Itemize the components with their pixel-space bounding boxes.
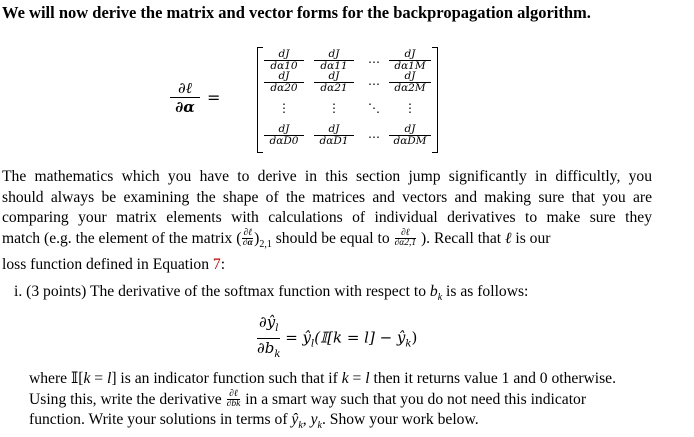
text-run: function. Write your solutions in terms of [29, 411, 292, 428]
text-run: ] is an indicator function such that if [111, 370, 342, 387]
text-run: then it returns value 1 and 0 otherwise. [369, 370, 616, 387]
item-marker: i. [14, 283, 23, 300]
paragraph-line: The mathematics which you have to derive in this section jump significantly in difficultly, you [2, 168, 652, 185]
math-var: ŷ [291, 411, 299, 428]
math-var: l [107, 370, 112, 387]
matrix-cell [264, 71, 304, 94]
lhs-denominator: ∂α [175, 98, 195, 116]
fraction-denominator: ∂α2,1 [394, 238, 417, 249]
equals-sign: = [207, 88, 221, 107]
lhs-numerator: ∂ℓ [170, 79, 200, 98]
math-var: k [341, 370, 349, 387]
cell-denominator: dαD0 [269, 135, 299, 147]
rhs-subscript: k [405, 338, 412, 350]
cell-numerator: dJ [389, 71, 431, 83]
points-label: (3 points) [26, 283, 87, 300]
text-run: ) [254, 229, 260, 247]
right-bracket [432, 47, 438, 153]
text-run: where 𝕀[ [29, 370, 84, 387]
cell-numerator: dJ [389, 49, 431, 61]
matrix-cell [264, 49, 304, 72]
col-vdots: ⋮ [278, 101, 290, 115]
matrix-cell [389, 49, 431, 72]
matrix-cell [314, 124, 354, 147]
text-run: = [348, 370, 366, 387]
equation-rhs-end: ) [411, 328, 418, 347]
paragraph-line-with-math [29, 390, 651, 411]
cell-numerator: dJ [314, 49, 354, 61]
cell-denominator: dα1M [394, 60, 426, 72]
fraction-numerator: ∂ℓ [243, 228, 253, 239]
col-vdots: ⋮ [328, 101, 340, 115]
cell-numerator: dJ [314, 124, 354, 136]
fraction-numerator: ∂ℓ [395, 229, 417, 239]
paragraph-line-with-ref [2, 255, 652, 276]
subscript: 2,1 [259, 238, 272, 250]
cell-denominator: dαD1 [319, 135, 349, 147]
matrix-cell [314, 49, 354, 72]
col-vdots: ⋮ [404, 101, 416, 115]
row-hdots: ⋯ [368, 130, 380, 144]
cell-denominator: dα11 [320, 60, 348, 72]
subscript: k [298, 420, 303, 432]
cell-numerator: dJ [264, 71, 304, 83]
cell-numerator: dJ [389, 124, 431, 136]
denominator-text: ∂b [257, 339, 275, 357]
paragraph-line-with-math [29, 410, 651, 437]
rhs-subscript: l [311, 338, 315, 350]
cell-numerator: dJ [264, 124, 304, 136]
paragraph-line-with-math [2, 229, 652, 256]
fraction-numerator [257, 313, 280, 339]
math-var: k [83, 370, 91, 387]
softmax-derivative-equation [257, 313, 417, 364]
matrix-cell [389, 124, 431, 147]
variable-subscript: k [437, 292, 443, 304]
text-run: . Show your work below. [321, 411, 479, 428]
equation-rhs-rest: (𝕀[k = l] − ŷ [314, 328, 406, 347]
text-run: is our [511, 229, 551, 247]
paragraph-line: should always be examining the shape of the matrices and vectors and making sure that you are [2, 188, 652, 206]
denominator-subscript: k [274, 349, 281, 360]
variable-b: b [429, 283, 438, 300]
math-var: l [365, 370, 370, 387]
equation-reference-link[interactable]: 7 [212, 256, 221, 274]
explanation-paragraph [2, 167, 652, 276]
text-run: loss function defined in Equation [2, 256, 213, 274]
cell-numerator: dJ [264, 49, 304, 61]
left-bracket [257, 47, 263, 153]
matrix-cell [264, 124, 304, 147]
derivative-fraction [257, 313, 280, 364]
question-text: is as follows: [442, 283, 529, 300]
ell-symbol: ℓ [504, 229, 512, 247]
fraction-denominator [257, 339, 280, 364]
numerator-text: ∂ŷ [259, 313, 276, 331]
matrix-cell [314, 71, 354, 94]
text-run: should be equal to [271, 229, 394, 247]
cell-numerator: dJ [314, 71, 354, 83]
paragraph-line: comparing your matrix elements with calculations of individual derivatives to make sure they [2, 209, 652, 226]
text-run: in a smart way such that you do not need this indicator [241, 390, 587, 408]
text-run: , [302, 411, 311, 428]
fraction-denominator: ∂α [242, 238, 253, 249]
row-hdots: ⋯ [368, 77, 380, 91]
cell-denominator: dα2M [394, 82, 426, 94]
matrix-cell [389, 71, 431, 94]
numerator-subscript: l [275, 323, 279, 334]
diag-ddots: ⋱ [368, 101, 380, 115]
fraction-numerator: ∂ℓ [227, 390, 241, 400]
text-run: : [220, 256, 226, 274]
subscript: k [317, 420, 322, 432]
inline-fraction [242, 229, 253, 248]
cell-denominator: dα21 [320, 82, 348, 94]
question-text: The derivative of the softmax function with respect to [86, 283, 430, 300]
indicator-paragraph [29, 369, 651, 437]
equation-rhs: = ŷ [280, 328, 312, 347]
text-run: Using this, write the derivative [29, 390, 226, 408]
intro-heading: We will now derive the matrix and vector forms for the backpropagation algorithm. [2, 3, 591, 22]
text-run: match (e.g. the element of the matrix ( [2, 229, 242, 247]
cell-denominator: dαDM [393, 135, 427, 147]
row-hdots: ⋯ [368, 55, 380, 69]
text-run: = [90, 370, 107, 387]
gradient-matrix-equation [170, 45, 450, 157]
cell-denominator: dα10 [270, 60, 298, 72]
cell-denominator: dα20 [270, 82, 298, 94]
inline-fraction [395, 229, 417, 248]
inline-fraction [227, 390, 241, 409]
matrix-grid [264, 49, 430, 149]
math-var: y [310, 411, 318, 428]
lhs-fraction [170, 79, 200, 116]
paragraph-line-with-math [29, 369, 651, 390]
text-run: ). Recall that [417, 229, 505, 247]
fraction-denominator: ∂bk [226, 399, 241, 410]
question-item-heading [14, 283, 528, 303]
